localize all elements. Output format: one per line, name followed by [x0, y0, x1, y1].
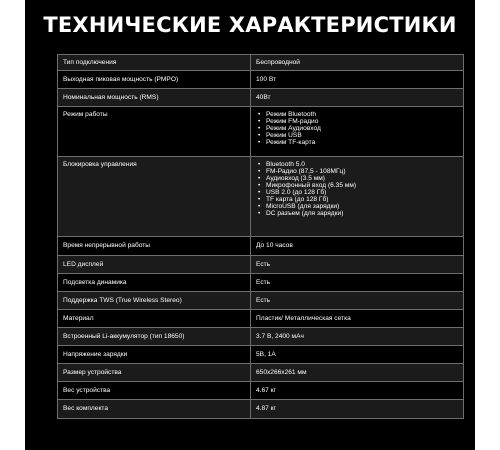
spec-table	[57, 54, 464, 419]
list-item: • DC разъем (для зарядки)	[266, 210, 463, 217]
spec-label: Номинальная мощность (RMS)	[58, 89, 251, 107]
list-item: • MicroUSB (для зарядки)	[266, 203, 463, 210]
table-row	[58, 328, 464, 346]
spec-label: Блокировка управления	[58, 157, 251, 237]
spec-value: До 10 часов	[251, 237, 464, 256]
spec-sheet	[25, 0, 475, 450]
spec-label: Материал	[58, 310, 251, 328]
spec-label: Подсветка динамика	[58, 274, 251, 292]
spec-value: 5В, 1А	[251, 346, 464, 364]
list-item: • Bluetooth 5.0	[266, 161, 463, 168]
list-item: • Микрофонный вход (6.35 мм)	[266, 182, 463, 189]
table-row	[58, 256, 464, 274]
list-item: • TF карта (до 128 Гб)	[266, 196, 463, 203]
table-row	[58, 364, 464, 382]
table-row	[58, 382, 464, 400]
spec-value: Пластик/ Металлическая сетка	[251, 310, 464, 328]
spec-value: Беспроводной	[251, 55, 464, 71]
interface-list	[256, 161, 463, 217]
table-row	[58, 55, 464, 71]
table-row	[58, 89, 464, 107]
spec-value: 650x266x261 мм	[251, 364, 464, 382]
list-item: • Режим Bluetooth	[266, 111, 463, 118]
table-row	[58, 107, 464, 157]
list-item: • Режим FM-радио	[266, 118, 463, 125]
table-row	[58, 274, 464, 292]
page-title: ТЕХНИЧЕСКИЕ ХАРАКТЕРИСТИКИ	[43, 13, 457, 37]
spec-label: Встроенный Li-аккумулятор (тип 18650)	[58, 328, 251, 346]
table-row	[58, 346, 464, 364]
spec-label: Время непрерывной работы	[58, 237, 251, 256]
spec-value: Есть	[251, 256, 464, 274]
spec-value-list	[251, 157, 464, 237]
table-row	[58, 292, 464, 310]
spec-value-list	[251, 107, 464, 157]
spec-label: Поддержка TWS (True Wireless Stereo)	[58, 292, 251, 310]
spec-value: Есть	[251, 292, 464, 310]
spec-label: Тип подключения	[58, 55, 251, 71]
spec-value: 100 Вт	[251, 71, 464, 89]
spec-value: 4.67 кг	[251, 382, 464, 400]
spec-label: Напряжение зарядки	[58, 346, 251, 364]
table-row	[58, 237, 464, 256]
spec-value: Есть	[251, 274, 464, 292]
list-item: • USB 2.0 (до 128 Гб)	[266, 189, 463, 196]
mode-list	[256, 111, 463, 146]
spec-label: Вес комплекта	[58, 400, 251, 419]
spec-label: Вес устройства	[58, 382, 251, 400]
spec-label: Размер устройства	[58, 364, 251, 382]
spec-value: 4.87 кг	[251, 400, 464, 419]
spec-value: 40Вт	[251, 89, 464, 107]
spec-value: 3.7 В, 2400 мАч	[251, 328, 464, 346]
list-item: • FM-Радио (87,5 - 108МГц)	[266, 168, 463, 175]
table-row	[58, 157, 464, 237]
list-item: • Режим TF-карта	[266, 139, 463, 146]
list-item: • Аудиовход (3.5 мм)	[266, 175, 463, 182]
table-row	[58, 71, 464, 89]
spec-label: LED дисплей	[58, 256, 251, 274]
table-row	[58, 310, 464, 328]
table-row	[58, 400, 464, 419]
list-item: • Режим Аудиовход	[266, 125, 463, 132]
spec-label: Режим работы	[58, 107, 251, 157]
spec-label: Выходная пиковая мощность (PMPO)	[58, 71, 251, 89]
list-item: • Режим USB	[266, 132, 463, 139]
